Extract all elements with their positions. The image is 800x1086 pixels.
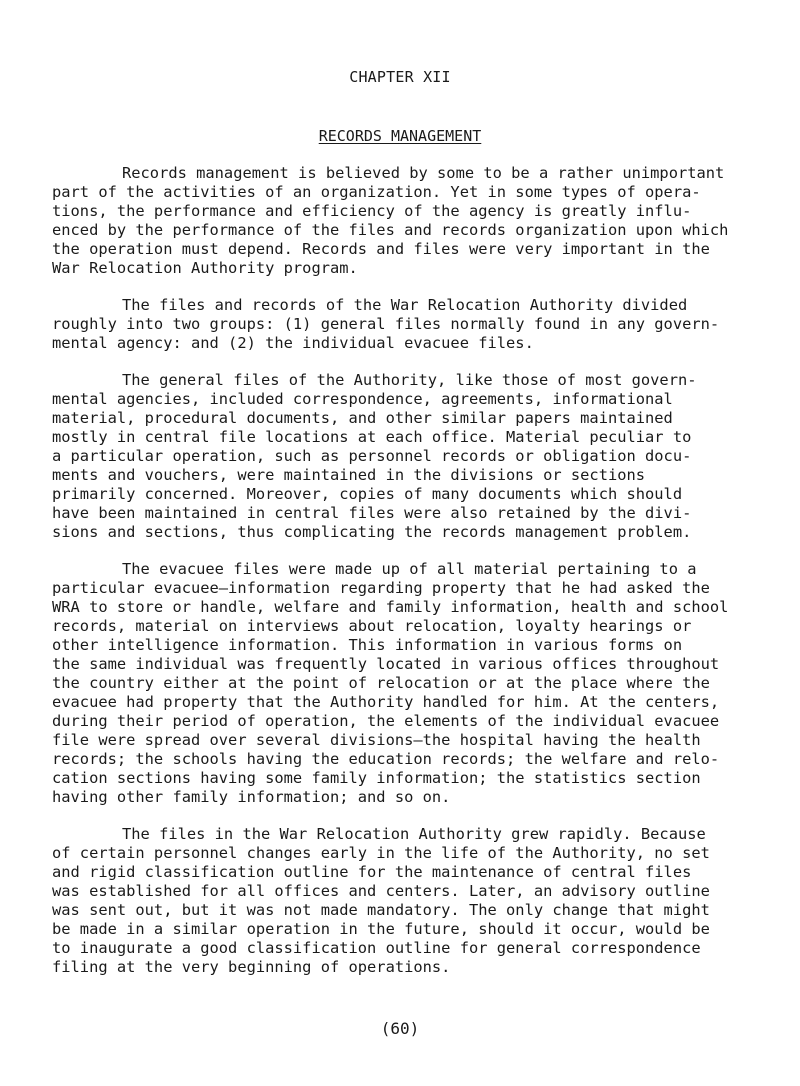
text-line: filing at the very beginning of operations. bbox=[52, 958, 451, 976]
chapter-heading: CHAPTER XII bbox=[349, 68, 451, 86]
text-line: WRA to store or handle, welfare and family information, health and school bbox=[52, 598, 729, 616]
text-line: material, procedural documents, and other similar papers maintained bbox=[52, 409, 673, 427]
text-line: The general files of the Authority, like those of most govern- bbox=[122, 371, 697, 389]
paragraph bbox=[52, 560, 757, 807]
text-line: file were spread over several divisions—the hospital having the health bbox=[52, 731, 701, 749]
text-line: having other family information; and so on. bbox=[52, 788, 451, 806]
text-line: the country either at the point of relocation or at the place where the bbox=[52, 674, 710, 692]
text-line: during their period of operation, the elements of the individual evacuee bbox=[52, 712, 720, 730]
text-line: primarily concerned. Moreover, copies of many documents which should bbox=[52, 485, 683, 503]
text-line: records, material on interviews about relocation, loyalty hearings or bbox=[52, 617, 692, 635]
text-line: ments and vouchers, were maintained in the divisions or sections bbox=[52, 466, 646, 484]
text-line: evacuee had property that the Authority handled for him. At the centers, bbox=[52, 693, 720, 711]
text-line: The evacuee files were made up of all material pertaining to a bbox=[122, 560, 697, 578]
text-line: the operation must depend. Records and files were very important in the bbox=[52, 240, 710, 258]
page-number: (60) bbox=[380, 1019, 420, 1038]
text-line: a particular operation, such as personnel records or obligation docu- bbox=[52, 447, 692, 465]
text-line: mental agency: and (2) the individual evacuee files. bbox=[52, 334, 534, 352]
text-line: was established for all offices and centers. Later, an advisory outline bbox=[52, 882, 710, 900]
text-line: cation sections having some family information; the statistics section bbox=[52, 769, 701, 787]
text-line: other intelligence information. This information in various forms on bbox=[52, 636, 683, 654]
text-line: roughly into two groups: (1) general files normally found in any govern- bbox=[52, 315, 720, 333]
text-line: tions, the performance and efficiency of the agency is greatly influ- bbox=[52, 202, 692, 220]
text-line: records; the schools having the education records; the welfare and relo- bbox=[52, 750, 720, 768]
text-line: was sent out, but it was not made mandatory. The only change that might bbox=[52, 901, 710, 919]
text-line: sions and sections, thus complicating the records management problem. bbox=[52, 523, 692, 541]
text-line: mental agencies, included correspondence, agreements, informational bbox=[52, 390, 673, 408]
text-line: have been maintained in central files were also retained by the divi- bbox=[52, 504, 692, 522]
text-line: and rigid classification outline for the maintenance of central files bbox=[52, 863, 692, 881]
text-line: mostly in central file locations at each office. Material peculiar to bbox=[52, 428, 692, 446]
text-line: The files and records of the War Relocation Authority divided bbox=[122, 296, 688, 314]
section-title: RECORDS MANAGEMENT bbox=[318, 127, 482, 145]
text-line: particular evacuee—information regarding property that he had asked the bbox=[52, 579, 710, 597]
text-line: Records management is believed by some to be a rather unimportant bbox=[122, 164, 725, 182]
text-line: enced by the performance of the files and records organization upon which bbox=[52, 221, 729, 239]
text-line: of certain personnel changes early in the life of the Authority, no set bbox=[52, 844, 710, 862]
text-line: the same individual was frequently located in various offices throughout bbox=[52, 655, 720, 673]
text-line: to inaugurate a good classification outline for general correspondence bbox=[52, 939, 701, 957]
text-line: The files in the War Relocation Authority grew rapidly. Because bbox=[122, 825, 706, 843]
paragraph bbox=[52, 825, 757, 977]
body-text bbox=[52, 164, 757, 995]
paragraph bbox=[52, 296, 757, 353]
text-line: War Relocation Authority program. bbox=[52, 259, 358, 277]
paragraph bbox=[52, 164, 757, 278]
paragraph bbox=[52, 371, 757, 542]
text-line: part of the activities of an organization. Yet in some types of opera- bbox=[52, 183, 701, 201]
text-line: be made in a similar operation in the future, should it occur, would be bbox=[52, 920, 710, 938]
